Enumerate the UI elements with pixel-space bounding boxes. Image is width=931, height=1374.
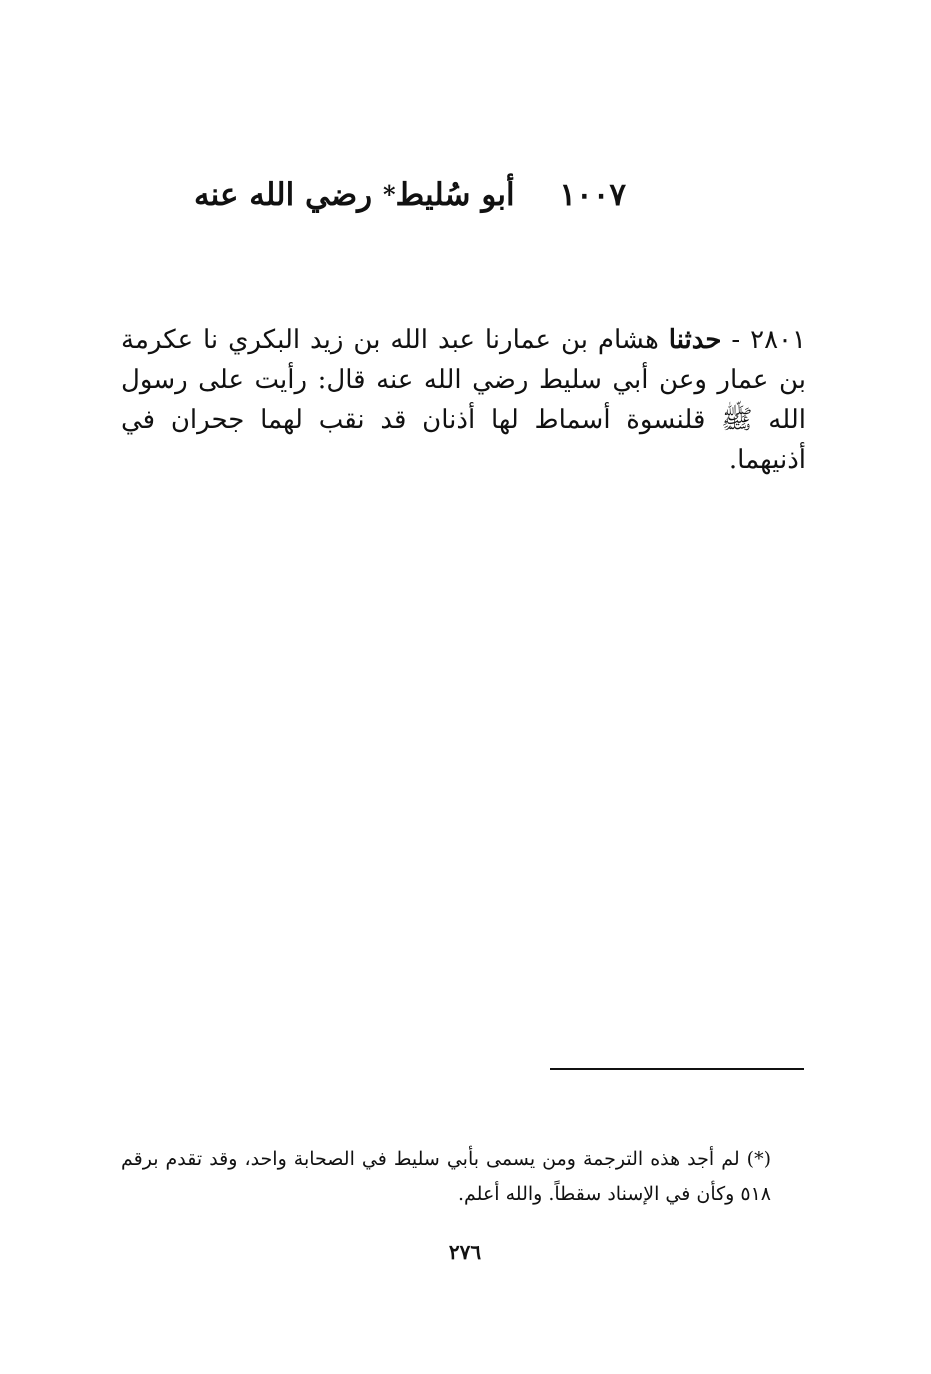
hadith-lead-word: حدثنا <box>668 325 722 355</box>
section-heading <box>194 170 626 220</box>
companion-name: أبو سُليط <box>395 177 515 213</box>
hadith-text: هشام بن عمارنا عبد الله بن زيد البكري نا عكرمة بن عمار وعن أبي سليط رضي الله عنه قال: رأيت على رسول الله ﷺ قلنسوة أسماط لها أذنان قد نقب لهما جحران في أذنيهما. <box>121 325 806 475</box>
section-number: ١٠٠٧ <box>559 177 626 213</box>
footnote-separator <box>550 1068 804 1070</box>
footnote-text: لم أجد هذه الترجمة ومن يسمى بأبي سليط في الصحابة واحد، وقد تقدم برقم ٥١٨ وكأن في الإسناد سقطاً. والله أعلم. <box>121 1148 771 1205</box>
footnote-star: * <box>382 180 396 209</box>
page-number: ٢٧٦ <box>448 1240 482 1264</box>
footnote <box>121 1142 771 1212</box>
hadith-number: ٢٨٠١ - <box>731 325 806 355</box>
hadith-paragraph <box>121 320 806 480</box>
honorific: رضي الله عنه <box>194 177 373 213</box>
footnote-marker: (*) <box>746 1148 771 1170</box>
